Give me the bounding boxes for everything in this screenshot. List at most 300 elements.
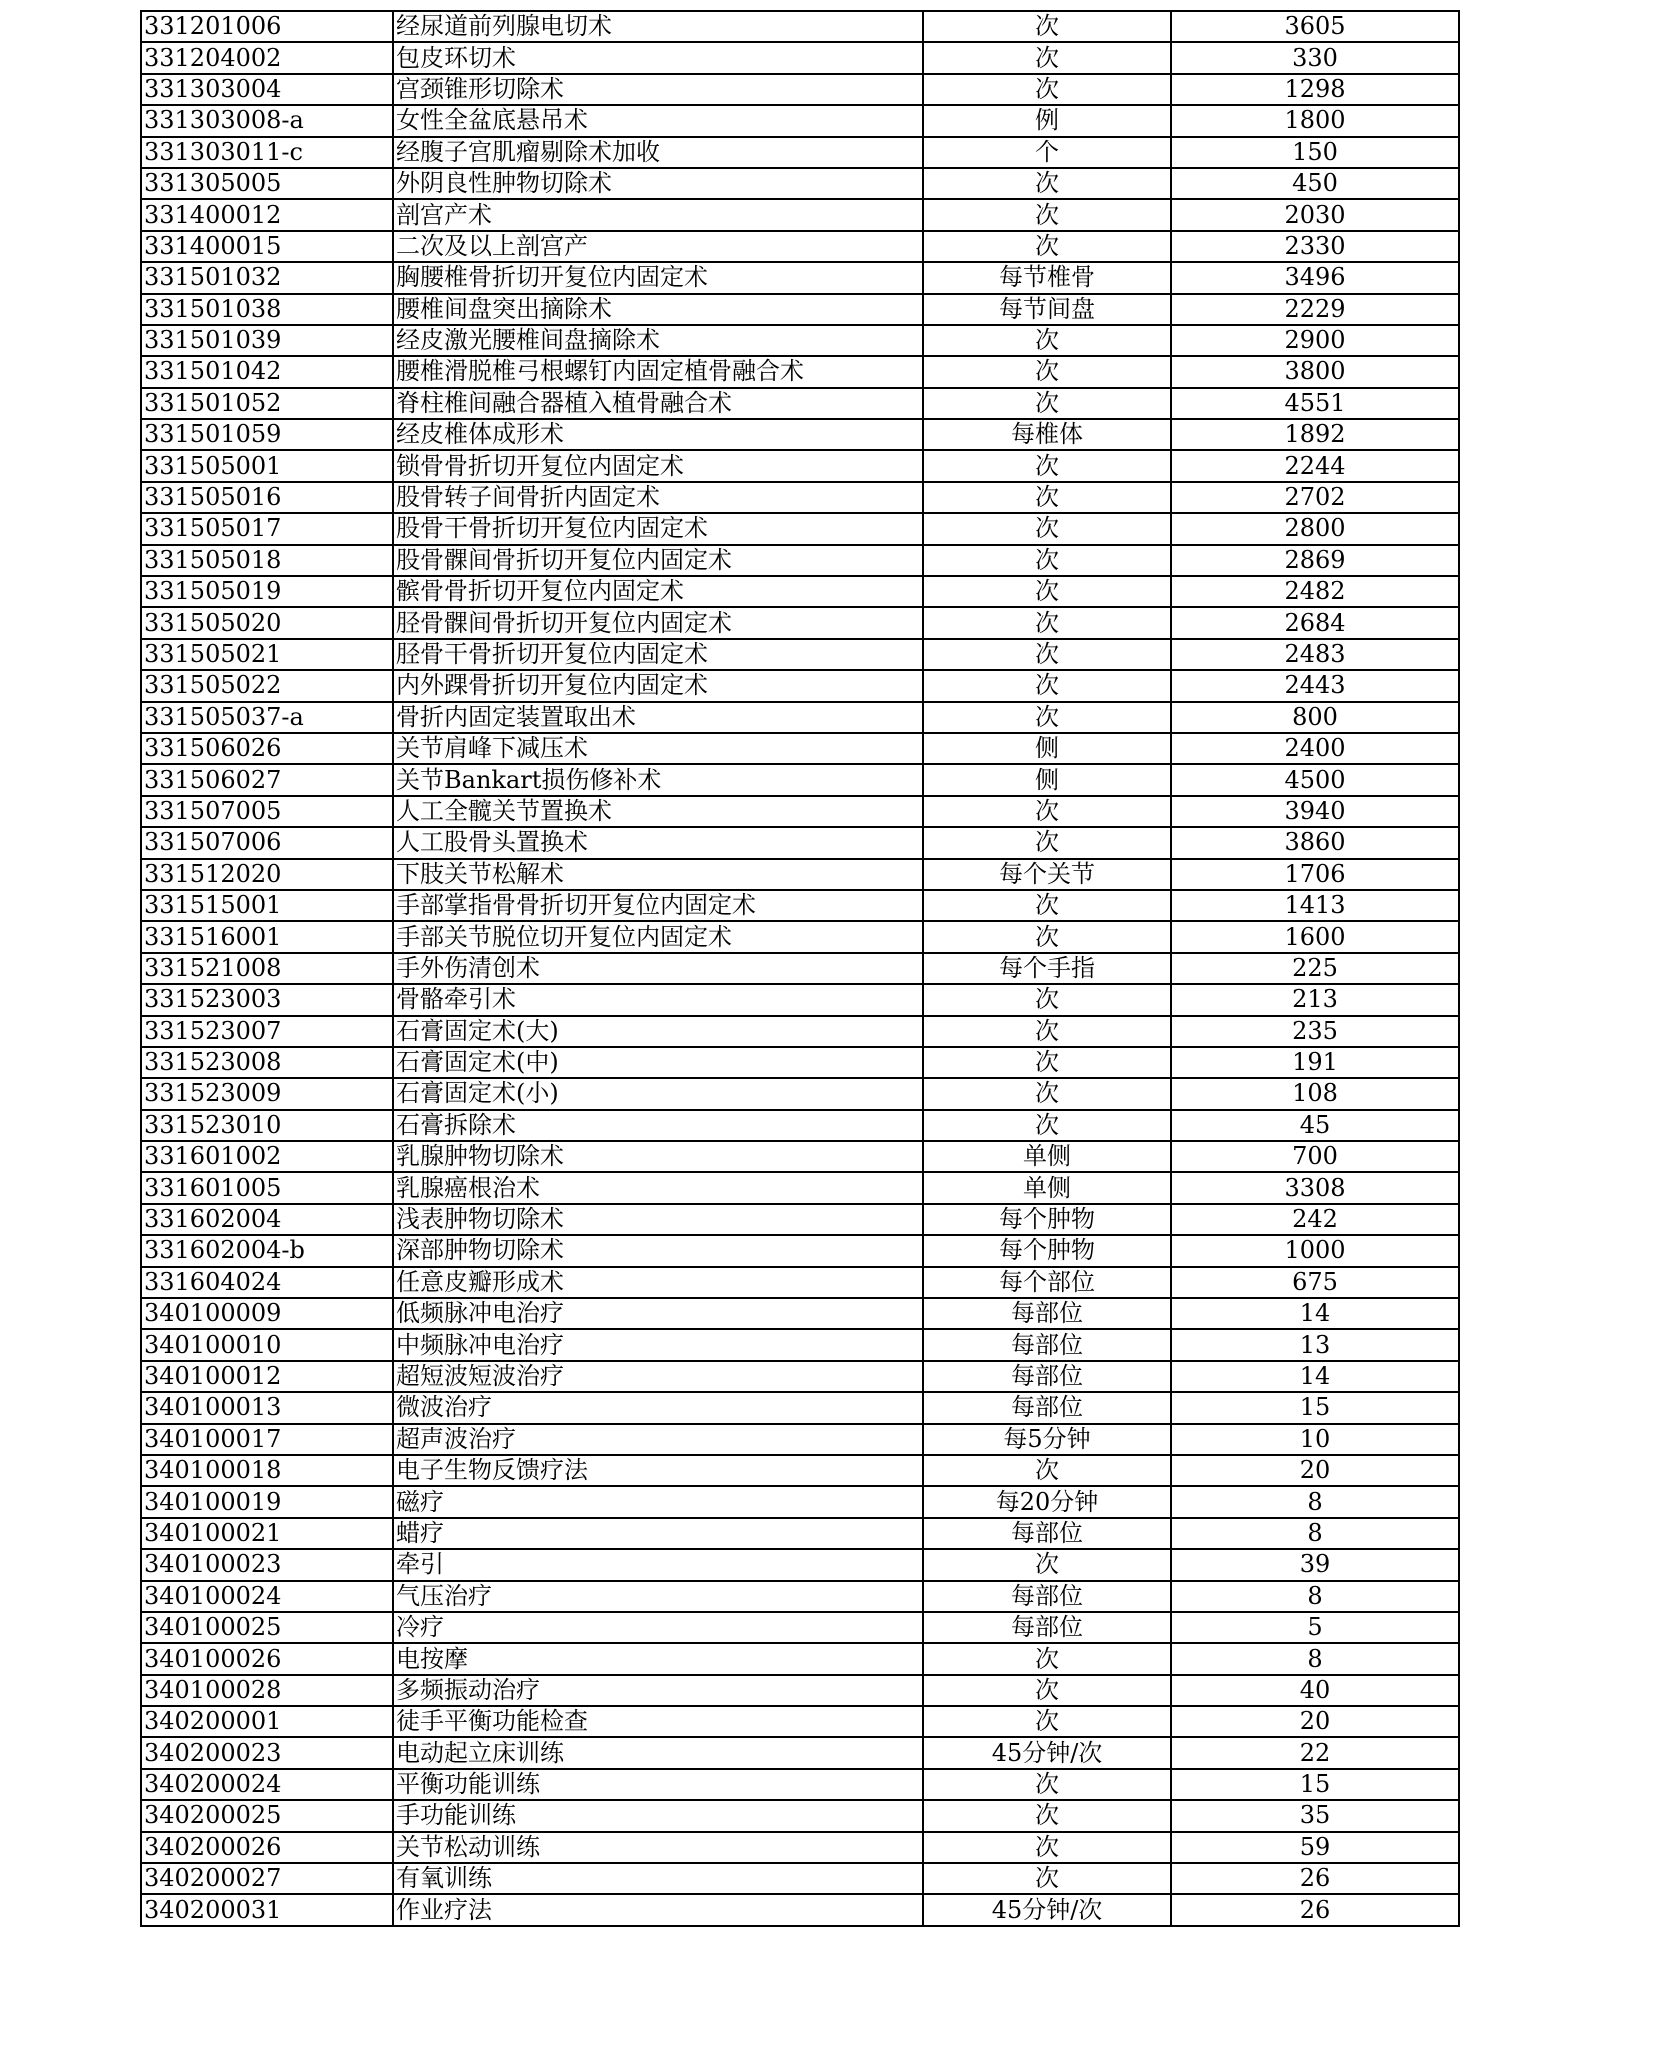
item-name-cell: 手功能训练 bbox=[393, 1800, 923, 1831]
item-unit-cell: 每20分钟 bbox=[923, 1486, 1171, 1517]
item-price-cell: 15 bbox=[1171, 1769, 1459, 1800]
item-name-cell: 乳腺癌根治术 bbox=[393, 1172, 923, 1203]
item-name-cell: 气压治疗 bbox=[393, 1581, 923, 1612]
item-code-cell: 331501052 bbox=[141, 388, 393, 419]
item-price-cell: 26 bbox=[1171, 1863, 1459, 1894]
table-row bbox=[141, 1612, 1459, 1643]
item-name-cell: 关节肩峰下减压术 bbox=[393, 733, 923, 764]
table-row bbox=[141, 1392, 1459, 1423]
item-name-cell: 中频脉冲电治疗 bbox=[393, 1329, 923, 1360]
item-price-cell: 330 bbox=[1171, 42, 1459, 73]
item-unit-cell: 每部位 bbox=[923, 1392, 1171, 1423]
item-unit-cell: 次 bbox=[923, 607, 1171, 638]
item-unit-cell: 每个手指 bbox=[923, 953, 1171, 984]
item-price-cell: 800 bbox=[1171, 702, 1459, 733]
table-row bbox=[141, 419, 1459, 450]
item-code-cell: 331505021 bbox=[141, 639, 393, 670]
item-unit-cell: 次 bbox=[923, 325, 1171, 356]
item-code-cell: 331201006 bbox=[141, 11, 393, 42]
item-unit-cell: 次 bbox=[923, 42, 1171, 73]
item-name-cell: 石膏固定术(中) bbox=[393, 1047, 923, 1078]
item-code-cell: 340100026 bbox=[141, 1643, 393, 1674]
item-price-cell: 225 bbox=[1171, 953, 1459, 984]
table-row bbox=[141, 1455, 1459, 1486]
item-code-cell: 340200025 bbox=[141, 1800, 393, 1831]
item-price-cell: 2869 bbox=[1171, 545, 1459, 576]
item-price-cell: 2400 bbox=[1171, 733, 1459, 764]
item-code-cell: 340200031 bbox=[141, 1894, 393, 1925]
item-price-cell: 1892 bbox=[1171, 419, 1459, 450]
item-price-cell: 1706 bbox=[1171, 859, 1459, 890]
item-price-cell: 2702 bbox=[1171, 482, 1459, 513]
item-price-cell: 1600 bbox=[1171, 921, 1459, 952]
item-price-cell: 45 bbox=[1171, 1110, 1459, 1141]
table-row bbox=[141, 1518, 1459, 1549]
table-row bbox=[141, 827, 1459, 858]
item-code-cell: 331523009 bbox=[141, 1078, 393, 1109]
item-name-cell: 人工全髋关节置换术 bbox=[393, 796, 923, 827]
item-name-cell: 股骨干骨折切开复位内固定术 bbox=[393, 513, 923, 544]
table-row bbox=[141, 953, 1459, 984]
item-unit-cell: 次 bbox=[923, 702, 1171, 733]
item-price-cell: 8 bbox=[1171, 1643, 1459, 1674]
item-price-cell: 3605 bbox=[1171, 11, 1459, 42]
item-name-cell: 深部肿物切除术 bbox=[393, 1235, 923, 1266]
table-row bbox=[141, 576, 1459, 607]
item-code-cell: 340100025 bbox=[141, 1612, 393, 1643]
item-price-cell: 2030 bbox=[1171, 199, 1459, 230]
item-price-cell: 3860 bbox=[1171, 827, 1459, 858]
table-row bbox=[141, 1235, 1459, 1266]
table-row bbox=[141, 1172, 1459, 1203]
table-row bbox=[141, 1737, 1459, 1768]
item-price-cell: 242 bbox=[1171, 1204, 1459, 1235]
table-row bbox=[141, 325, 1459, 356]
item-name-cell: 二次及以上剖宫产 bbox=[393, 231, 923, 262]
table-row bbox=[141, 1486, 1459, 1517]
item-code-cell: 331516001 bbox=[141, 921, 393, 952]
item-name-cell: 手部掌指骨骨折切开复位内固定术 bbox=[393, 890, 923, 921]
item-unit-cell: 次 bbox=[923, 1643, 1171, 1674]
item-unit-cell: 例 bbox=[923, 105, 1171, 136]
item-name-cell: 多频振动治疗 bbox=[393, 1675, 923, 1706]
table-row bbox=[141, 388, 1459, 419]
item-code-cell: 340200026 bbox=[141, 1832, 393, 1863]
item-price-cell: 13 bbox=[1171, 1329, 1459, 1360]
item-price-cell: 22 bbox=[1171, 1737, 1459, 1768]
item-name-cell: 有氧训练 bbox=[393, 1863, 923, 1894]
item-price-cell: 1298 bbox=[1171, 74, 1459, 105]
item-name-cell: 乳腺肿物切除术 bbox=[393, 1141, 923, 1172]
item-code-cell: 331501059 bbox=[141, 419, 393, 450]
item-unit-cell: 次 bbox=[923, 639, 1171, 670]
item-unit-cell: 次 bbox=[923, 796, 1171, 827]
item-code-cell: 331521008 bbox=[141, 953, 393, 984]
item-code-cell: 331601005 bbox=[141, 1172, 393, 1203]
item-code-cell: 331400015 bbox=[141, 231, 393, 262]
item-name-cell: 锁骨骨折切开复位内固定术 bbox=[393, 450, 923, 481]
item-unit-cell: 次 bbox=[923, 890, 1171, 921]
item-name-cell: 徒手平衡功能检查 bbox=[393, 1706, 923, 1737]
item-price-cell: 20 bbox=[1171, 1706, 1459, 1737]
item-code-cell: 340100021 bbox=[141, 1518, 393, 1549]
table-row bbox=[141, 859, 1459, 890]
item-code-cell: 340200023 bbox=[141, 1737, 393, 1768]
item-unit-cell: 单侧 bbox=[923, 1141, 1171, 1172]
table-row bbox=[141, 1863, 1459, 1894]
table-row bbox=[141, 74, 1459, 105]
table-row bbox=[141, 1424, 1459, 1455]
item-price-cell: 14 bbox=[1171, 1361, 1459, 1392]
item-name-cell: 胫骨髁间骨折切开复位内固定术 bbox=[393, 607, 923, 638]
item-unit-cell: 45分钟/次 bbox=[923, 1737, 1171, 1768]
item-code-cell: 331303011-c bbox=[141, 137, 393, 168]
item-price-cell: 2684 bbox=[1171, 607, 1459, 638]
item-code-cell: 331507005 bbox=[141, 796, 393, 827]
item-name-cell: 下肢关节松解术 bbox=[393, 859, 923, 890]
item-name-cell: 外阴良性肿物切除术 bbox=[393, 168, 923, 199]
item-unit-cell: 次 bbox=[923, 11, 1171, 42]
item-unit-cell: 次 bbox=[923, 1800, 1171, 1831]
table-row bbox=[141, 294, 1459, 325]
item-code-cell: 331505037-a bbox=[141, 702, 393, 733]
item-price-cell: 2482 bbox=[1171, 576, 1459, 607]
item-code-cell: 331505022 bbox=[141, 670, 393, 701]
item-name-cell: 石膏拆除术 bbox=[393, 1110, 923, 1141]
item-unit-cell: 次 bbox=[923, 1832, 1171, 1863]
item-price-cell: 5 bbox=[1171, 1612, 1459, 1643]
item-name-cell: 经尿道前列腺电切术 bbox=[393, 11, 923, 42]
item-code-cell: 340100028 bbox=[141, 1675, 393, 1706]
price-table bbox=[140, 10, 1460, 1927]
item-price-cell: 8 bbox=[1171, 1518, 1459, 1549]
item-price-cell: 4551 bbox=[1171, 388, 1459, 419]
item-unit-cell: 每部位 bbox=[923, 1329, 1171, 1360]
item-name-cell: 腰椎间盘突出摘除术 bbox=[393, 294, 923, 325]
item-unit-cell: 每个部位 bbox=[923, 1267, 1171, 1298]
item-code-cell: 331523008 bbox=[141, 1047, 393, 1078]
item-name-cell: 牵引 bbox=[393, 1549, 923, 1580]
item-code-cell: 331506027 bbox=[141, 764, 393, 795]
item-unit-cell: 每节椎骨 bbox=[923, 262, 1171, 293]
table-row bbox=[141, 1643, 1459, 1674]
table-row bbox=[141, 231, 1459, 262]
table-row bbox=[141, 890, 1459, 921]
item-unit-cell: 次 bbox=[923, 1110, 1171, 1141]
item-price-cell: 1413 bbox=[1171, 890, 1459, 921]
item-name-cell: 骨骼牵引术 bbox=[393, 984, 923, 1015]
item-unit-cell: 次 bbox=[923, 545, 1171, 576]
item-code-cell: 331505019 bbox=[141, 576, 393, 607]
item-code-cell: 331506026 bbox=[141, 733, 393, 764]
table-row bbox=[141, 796, 1459, 827]
item-unit-cell: 次 bbox=[923, 1016, 1171, 1047]
item-price-cell: 235 bbox=[1171, 1016, 1459, 1047]
item-code-cell: 340100012 bbox=[141, 1361, 393, 1392]
item-price-cell: 213 bbox=[1171, 984, 1459, 1015]
item-code-cell: 331204002 bbox=[141, 42, 393, 73]
item-code-cell: 331512020 bbox=[141, 859, 393, 890]
item-name-cell: 髌骨骨折切开复位内固定术 bbox=[393, 576, 923, 607]
item-code-cell: 340200027 bbox=[141, 1863, 393, 1894]
item-name-cell: 手外伤清创术 bbox=[393, 953, 923, 984]
item-name-cell: 包皮环切术 bbox=[393, 42, 923, 73]
item-name-cell: 经皮椎体成形术 bbox=[393, 419, 923, 450]
item-name-cell: 脊柱椎间融合器植入植骨融合术 bbox=[393, 388, 923, 419]
item-price-cell: 40 bbox=[1171, 1675, 1459, 1706]
item-unit-cell: 次 bbox=[923, 74, 1171, 105]
table-row bbox=[141, 262, 1459, 293]
item-unit-cell: 次 bbox=[923, 450, 1171, 481]
item-name-cell: 平衡功能训练 bbox=[393, 1769, 923, 1800]
item-price-cell: 26 bbox=[1171, 1894, 1459, 1925]
item-code-cell: 331515001 bbox=[141, 890, 393, 921]
item-unit-cell: 每部位 bbox=[923, 1298, 1171, 1329]
item-code-cell: 331505017 bbox=[141, 513, 393, 544]
item-unit-cell: 次 bbox=[923, 1769, 1171, 1800]
item-name-cell: 磁疗 bbox=[393, 1486, 923, 1517]
item-price-cell: 1800 bbox=[1171, 105, 1459, 136]
item-name-cell: 冷疗 bbox=[393, 1612, 923, 1643]
item-code-cell: 340100024 bbox=[141, 1581, 393, 1612]
item-code-cell: 331305005 bbox=[141, 168, 393, 199]
table-row bbox=[141, 1141, 1459, 1172]
item-unit-cell: 次 bbox=[923, 1549, 1171, 1580]
item-code-cell: 340100019 bbox=[141, 1486, 393, 1517]
item-code-cell: 331602004 bbox=[141, 1204, 393, 1235]
item-unit-cell: 单侧 bbox=[923, 1172, 1171, 1203]
item-unit-cell: 次 bbox=[923, 827, 1171, 858]
item-price-cell: 15 bbox=[1171, 1392, 1459, 1423]
item-unit-cell: 每个关节 bbox=[923, 859, 1171, 890]
table-row bbox=[141, 1549, 1459, 1580]
item-unit-cell: 次 bbox=[923, 1675, 1171, 1706]
item-code-cell: 331507006 bbox=[141, 827, 393, 858]
item-price-cell: 1000 bbox=[1171, 1235, 1459, 1266]
table-row bbox=[141, 764, 1459, 795]
table-row bbox=[141, 1110, 1459, 1141]
table-row bbox=[141, 1581, 1459, 1612]
item-price-cell: 2483 bbox=[1171, 639, 1459, 670]
item-price-cell: 8 bbox=[1171, 1581, 1459, 1612]
item-unit-cell: 次 bbox=[923, 1863, 1171, 1894]
item-code-cell: 331303004 bbox=[141, 74, 393, 105]
item-name-cell: 低频脉冲电治疗 bbox=[393, 1298, 923, 1329]
item-code-cell: 331501042 bbox=[141, 356, 393, 387]
item-name-cell: 胫骨干骨折切开复位内固定术 bbox=[393, 639, 923, 670]
item-code-cell: 331604024 bbox=[141, 1267, 393, 1298]
item-code-cell: 331505020 bbox=[141, 607, 393, 638]
item-price-cell: 10 bbox=[1171, 1424, 1459, 1455]
table-row bbox=[141, 1894, 1459, 1925]
table-row bbox=[141, 702, 1459, 733]
item-price-cell: 2900 bbox=[1171, 325, 1459, 356]
item-unit-cell: 每椎体 bbox=[923, 419, 1171, 450]
table-row bbox=[141, 1078, 1459, 1109]
table-row bbox=[141, 168, 1459, 199]
item-price-cell: 2443 bbox=[1171, 670, 1459, 701]
item-price-cell: 3496 bbox=[1171, 262, 1459, 293]
item-price-cell: 108 bbox=[1171, 1078, 1459, 1109]
item-price-cell: 3800 bbox=[1171, 356, 1459, 387]
table-row bbox=[141, 199, 1459, 230]
item-price-cell: 59 bbox=[1171, 1832, 1459, 1863]
item-unit-cell: 次 bbox=[923, 513, 1171, 544]
table-row bbox=[141, 356, 1459, 387]
item-name-cell: 股骨髁间骨折切开复位内固定术 bbox=[393, 545, 923, 576]
item-code-cell: 331303008-a bbox=[141, 105, 393, 136]
table-row bbox=[141, 1298, 1459, 1329]
item-price-cell: 150 bbox=[1171, 137, 1459, 168]
item-name-cell: 浅表肿物切除术 bbox=[393, 1204, 923, 1235]
table-row bbox=[141, 1800, 1459, 1831]
item-price-cell: 4500 bbox=[1171, 764, 1459, 795]
item-name-cell: 电按摩 bbox=[393, 1643, 923, 1674]
item-code-cell: 340100018 bbox=[141, 1455, 393, 1486]
item-code-cell: 331505001 bbox=[141, 450, 393, 481]
item-code-cell: 340100023 bbox=[141, 1549, 393, 1580]
item-name-cell: 经皮激光腰椎间盘摘除术 bbox=[393, 325, 923, 356]
item-name-cell: 经腹子宫肌瘤剔除术加收 bbox=[393, 137, 923, 168]
item-unit-cell: 每部位 bbox=[923, 1612, 1171, 1643]
item-name-cell: 女性全盆底悬吊术 bbox=[393, 105, 923, 136]
item-unit-cell: 次 bbox=[923, 231, 1171, 262]
item-unit-cell: 次 bbox=[923, 168, 1171, 199]
item-code-cell: 340100013 bbox=[141, 1392, 393, 1423]
item-unit-cell: 次 bbox=[923, 670, 1171, 701]
item-price-cell: 450 bbox=[1171, 168, 1459, 199]
item-name-cell: 超短波短波治疗 bbox=[393, 1361, 923, 1392]
item-price-cell: 3940 bbox=[1171, 796, 1459, 827]
item-name-cell: 剖宫产术 bbox=[393, 199, 923, 230]
item-code-cell: 340200024 bbox=[141, 1769, 393, 1800]
item-name-cell: 超声波治疗 bbox=[393, 1424, 923, 1455]
item-unit-cell: 次 bbox=[923, 482, 1171, 513]
item-name-cell: 股骨转子间骨折内固定术 bbox=[393, 482, 923, 513]
table-row bbox=[141, 513, 1459, 544]
table-row bbox=[141, 1016, 1459, 1047]
item-price-cell: 2800 bbox=[1171, 513, 1459, 544]
item-price-cell: 700 bbox=[1171, 1141, 1459, 1172]
table-row bbox=[141, 1769, 1459, 1800]
item-code-cell: 340100009 bbox=[141, 1298, 393, 1329]
item-unit-cell: 每5分钟 bbox=[923, 1424, 1171, 1455]
table-row bbox=[141, 1329, 1459, 1360]
item-name-cell: 关节松动训练 bbox=[393, 1832, 923, 1863]
item-name-cell: 宫颈锥形切除术 bbox=[393, 74, 923, 105]
item-unit-cell: 次 bbox=[923, 984, 1171, 1015]
item-unit-cell: 每个肿物 bbox=[923, 1204, 1171, 1235]
table-row bbox=[141, 137, 1459, 168]
item-unit-cell: 每节间盘 bbox=[923, 294, 1171, 325]
item-code-cell: 331505018 bbox=[141, 545, 393, 576]
item-name-cell: 关节Bankart损伤修补术 bbox=[393, 764, 923, 795]
table-row bbox=[141, 1832, 1459, 1863]
item-price-cell: 675 bbox=[1171, 1267, 1459, 1298]
item-code-cell: 340100017 bbox=[141, 1424, 393, 1455]
table-row bbox=[141, 1267, 1459, 1298]
item-unit-cell: 次 bbox=[923, 1455, 1171, 1486]
table-row bbox=[141, 733, 1459, 764]
item-unit-cell: 次 bbox=[923, 1078, 1171, 1109]
item-code-cell: 340100010 bbox=[141, 1329, 393, 1360]
table-row bbox=[141, 1204, 1459, 1235]
item-name-cell: 微波治疗 bbox=[393, 1392, 923, 1423]
table-row bbox=[141, 1706, 1459, 1737]
item-code-cell: 331505016 bbox=[141, 482, 393, 513]
item-unit-cell: 每个肿物 bbox=[923, 1235, 1171, 1266]
item-code-cell: 331523007 bbox=[141, 1016, 393, 1047]
item-name-cell: 手部关节脱位切开复位内固定术 bbox=[393, 921, 923, 952]
table-row bbox=[141, 607, 1459, 638]
item-name-cell: 人工股骨头置换术 bbox=[393, 827, 923, 858]
table-row bbox=[141, 11, 1459, 42]
table-row bbox=[141, 639, 1459, 670]
item-price-cell: 14 bbox=[1171, 1298, 1459, 1329]
item-code-cell: 340200001 bbox=[141, 1706, 393, 1737]
item-unit-cell: 侧 bbox=[923, 733, 1171, 764]
item-unit-cell: 次 bbox=[923, 1706, 1171, 1737]
item-unit-cell: 每部位 bbox=[923, 1581, 1171, 1612]
item-unit-cell: 次 bbox=[923, 388, 1171, 419]
item-unit-cell: 每部位 bbox=[923, 1518, 1171, 1549]
item-code-cell: 331501038 bbox=[141, 294, 393, 325]
item-price-cell: 39 bbox=[1171, 1549, 1459, 1580]
item-price-cell: 191 bbox=[1171, 1047, 1459, 1078]
item-name-cell: 任意皮瓣形成术 bbox=[393, 1267, 923, 1298]
item-name-cell: 石膏固定术(小) bbox=[393, 1078, 923, 1109]
item-name-cell: 电动起立床训练 bbox=[393, 1737, 923, 1768]
item-code-cell: 331501032 bbox=[141, 262, 393, 293]
item-code-cell: 331601002 bbox=[141, 1141, 393, 1172]
item-price-cell: 2244 bbox=[1171, 450, 1459, 481]
item-name-cell: 作业疗法 bbox=[393, 1894, 923, 1925]
item-code-cell: 331400012 bbox=[141, 199, 393, 230]
item-price-cell: 8 bbox=[1171, 1486, 1459, 1517]
item-name-cell: 腰椎滑脱椎弓根螺钉内固定植骨融合术 bbox=[393, 356, 923, 387]
table-row bbox=[141, 670, 1459, 701]
item-code-cell: 331523003 bbox=[141, 984, 393, 1015]
table-row bbox=[141, 984, 1459, 1015]
item-unit-cell: 每部位 bbox=[923, 1361, 1171, 1392]
item-price-cell: 35 bbox=[1171, 1800, 1459, 1831]
item-name-cell: 内外踝骨折切开复位内固定术 bbox=[393, 670, 923, 701]
item-name-cell: 胸腰椎骨折切开复位内固定术 bbox=[393, 262, 923, 293]
table-row bbox=[141, 482, 1459, 513]
item-price-cell: 2229 bbox=[1171, 294, 1459, 325]
table-row bbox=[141, 450, 1459, 481]
item-code-cell: 331602004-b bbox=[141, 1235, 393, 1266]
item-unit-cell: 次 bbox=[923, 199, 1171, 230]
item-unit-cell: 次 bbox=[923, 576, 1171, 607]
table-row bbox=[141, 545, 1459, 576]
item-code-cell: 331523010 bbox=[141, 1110, 393, 1141]
item-name-cell: 石膏固定术(大) bbox=[393, 1016, 923, 1047]
item-unit-cell: 次 bbox=[923, 1047, 1171, 1078]
table-row bbox=[141, 42, 1459, 73]
item-unit-cell: 侧 bbox=[923, 764, 1171, 795]
item-name-cell: 蜡疗 bbox=[393, 1518, 923, 1549]
item-name-cell: 骨折内固定装置取出术 bbox=[393, 702, 923, 733]
table-body bbox=[141, 11, 1459, 1926]
price-sheet bbox=[140, 10, 1458, 1927]
item-name-cell: 电子生物反馈疗法 bbox=[393, 1455, 923, 1486]
item-price-cell: 20 bbox=[1171, 1455, 1459, 1486]
table-row bbox=[141, 921, 1459, 952]
item-price-cell: 3308 bbox=[1171, 1172, 1459, 1203]
table-row bbox=[141, 105, 1459, 136]
item-unit-cell: 45分钟/次 bbox=[923, 1894, 1171, 1925]
